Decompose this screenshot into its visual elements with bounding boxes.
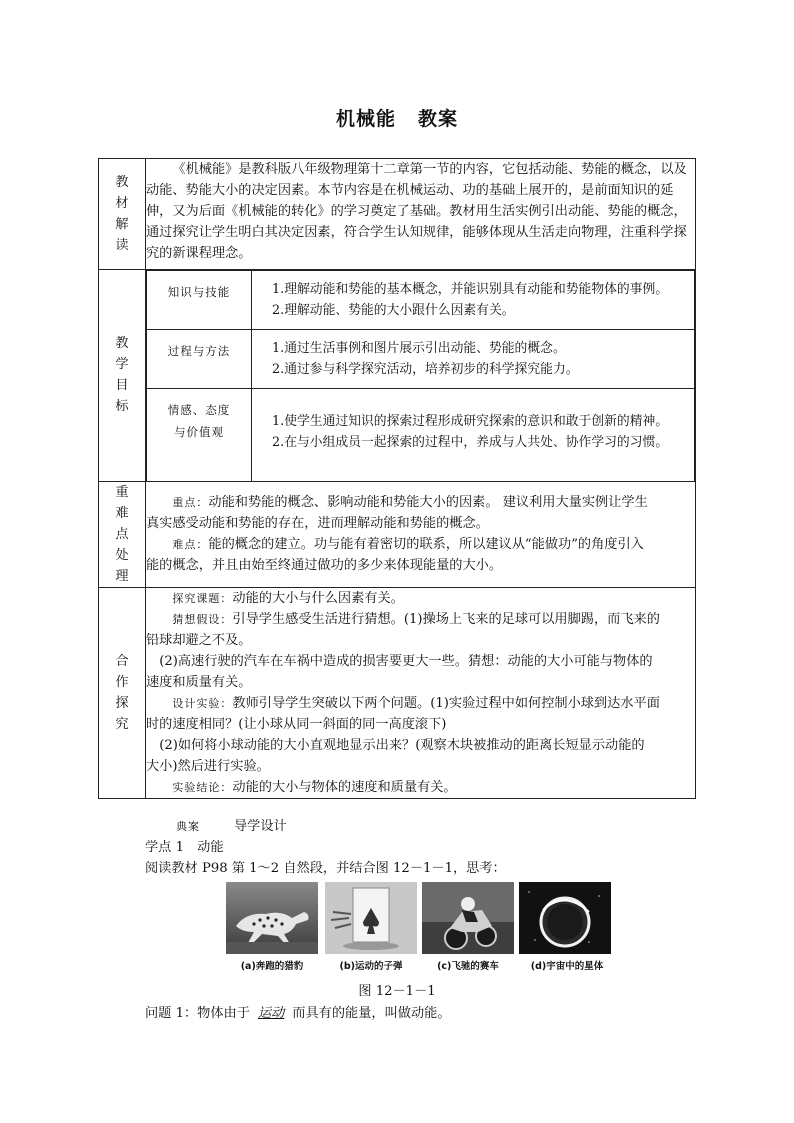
goals-inner-table [146,270,695,481]
guide-point: 学点 1 动能 [145,840,224,855]
material-label: 教 材 解 读 [99,159,146,270]
question-1: 问题 1：物体由于 运动 而具有的能量，叫做动能。 [145,1006,451,1021]
lesson-plan-table [98,158,696,799]
explore-row [99,587,696,798]
material-text: 《机械能》是教科版八年级物理第十二章第一节的内容，它包括动能、势能的概念，以及动能、势能大小的决定因素。本节内容是在机械运动、功的基础上展开的，是前面知识的延伸，又为后面《机械能的转化》的学习奠定了基础。教材用生活实例引出动能、势能的概念，通过探究让学生明白其决定因素，符合学生认知规律，能够体现从生活走向物理，注重科学探究的新课程理念。 [146,159,696,270]
guide-instruction: 阅读教材 P98 第 1～2 自然段，并结合图 12－1－1，思考： [145,861,506,876]
goal-emotion-items: 1.使学生通过知识的探索过程形成研究探索的意识和敢于创新的精神。 2.在与小组成员一起探索的过程中，养成与人共处、协作学习的习惯。 [252,389,695,481]
motorcycle-icon [422,882,514,954]
goal-emotion-label: 情感、态度 与价值观 [147,389,252,481]
cheetah-icon [226,882,318,954]
keypoints-label: 重 难 点 处 理 [99,481,146,587]
planet-icon [519,882,611,954]
goal-process-label: 过程与方法 [147,330,252,389]
goal-process-items: 1.通过生活事例和图片展示引出动能、势能的概念。 2.通过参与科学探究活动，培养初步的科学探究能力。 [252,330,695,389]
figure-caption-b: (b)运动的子弹 [339,961,403,972]
explore-text: 探究课题：动能的大小与什么因素有关。 猜想假设：引导学生感受生活进行猜想。(1)操场上飞来的足球可以用脚踢，而飞来的 铅球却避之不及。 (2)高速行驶的汽车在车祸中造成的损害要更大一些。猜想：动能的大小可能与物体的 速度和质量有关。 设计实验：教师引导学生突破以下两个问题。(1)实验过程中如何控制小球到达水平面 时的速度相同？(让小球从同一斜面的同一高度滚下) (2)如何将小球动能的大小直观地显示出来？(观察木块被推动的距离长短显示动能的 大小)然后进行实验。 实验结论：动能的大小与物体的速度和质量有关。 [146,587,696,798]
keypoints-text: 重点：动能和势能的概念、影响动能和势能大小的因素。 建议利用大量实例让学生 真实感受动能和势能的存在，进而理解动能和势能的概念。 难点：能的概念的建立。功与能有着密切的联系，所以建议从“能做功”的角度引入 能的概念，并且由始至终通过做功的多少来体现能量的大小。 [146,481,696,587]
goals-label: 教 学 目 标 [99,270,146,482]
guide-header: 典案 导学设计 [176,819,287,834]
goal-knowledge-label: 知识与技能 [147,271,252,330]
question-1-answer: 运动 [257,1006,285,1021]
explore-label: 合 作 探 究 [99,587,146,798]
figure-label: 图 12－1－1 [358,984,436,999]
figure-caption-a: (a)奔跑的猎豹 [240,961,304,972]
bullet-card-icon [325,882,417,954]
page-title: 机械能 教案 [335,108,459,130]
material-row [99,159,696,270]
goals-row [99,270,696,482]
figure-caption-d: (d)宇宙中的星体 [530,961,604,972]
goal-knowledge-items: 1.理解动能和势能的基本概念，并能识别具有动能和势能物体的事例。 2.理解动能、势能的大小跟什么因素有关。 [252,271,695,330]
figure-caption-c: (c)飞驰的赛车 [437,961,499,972]
keypoints-row [99,481,696,587]
